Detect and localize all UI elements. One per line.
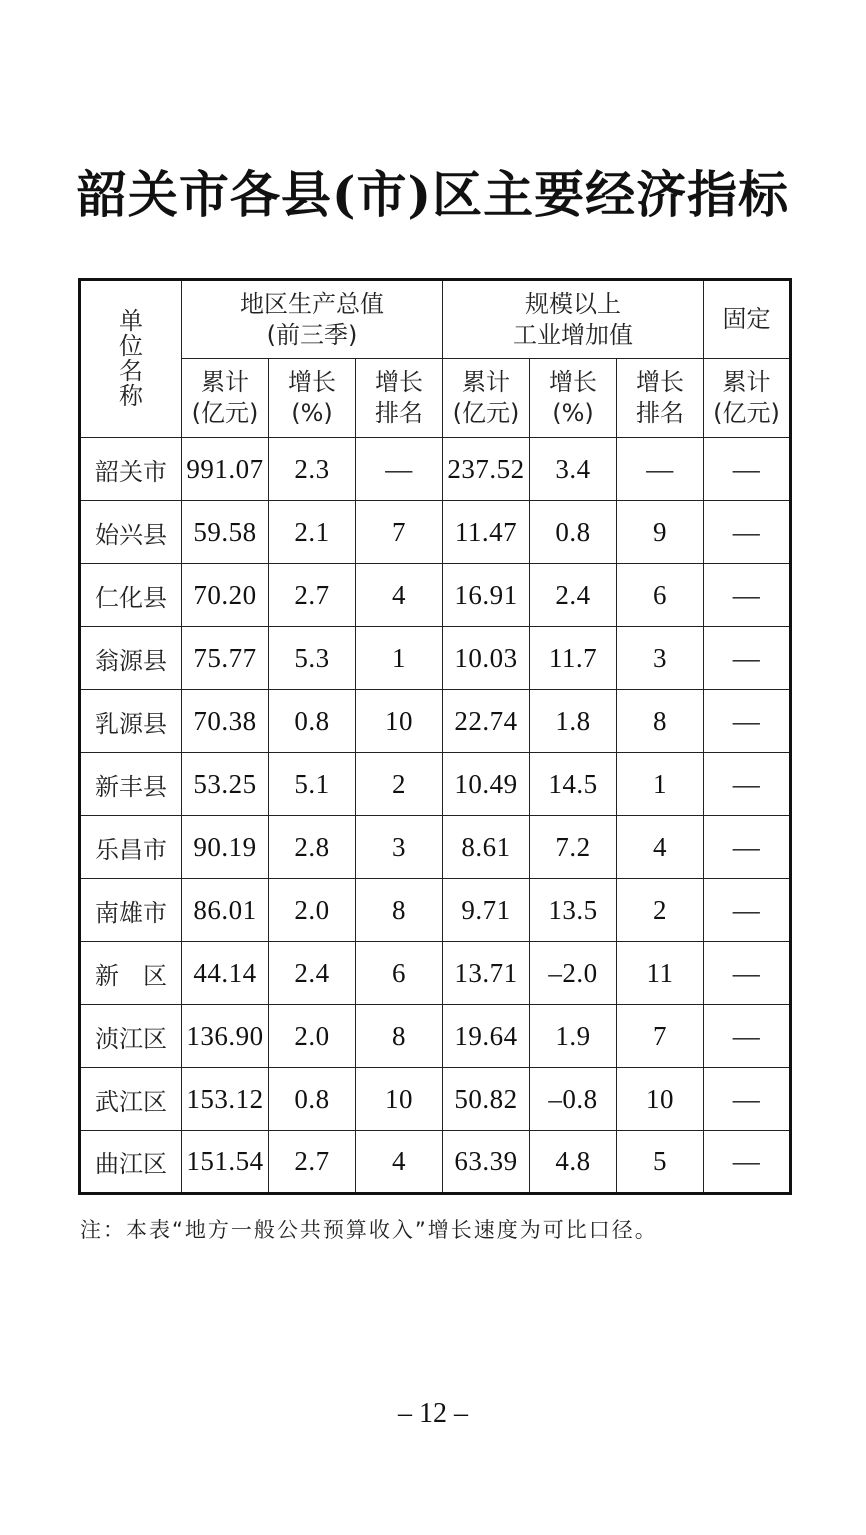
region-name-cell: 南雄市 [80, 879, 182, 942]
value-cell: 3 [356, 816, 443, 879]
table-row [80, 690, 791, 753]
value-cell: 8 [617, 690, 704, 753]
value-cell: 11.47 [443, 501, 530, 564]
table-row [80, 564, 791, 627]
value-cell: 2.4 [269, 942, 356, 1005]
table-note: 注：本表“地方一般公共预算收入”增长速度为可比口径。 [80, 1218, 658, 1242]
value-cell: 5.3 [269, 627, 356, 690]
value-cell: 1.8 [530, 690, 617, 753]
value-cell: 136.90 [182, 1005, 269, 1068]
value-cell: 3 [617, 627, 704, 690]
value-cell: 53.25 [182, 753, 269, 816]
region-name-cell: 曲江区 [80, 1131, 182, 1194]
value-cell: — [704, 438, 791, 501]
value-cell: 19.64 [443, 1005, 530, 1068]
value-cell: 4 [356, 1131, 443, 1194]
value-cell: — [704, 816, 791, 879]
value-cell: 4.8 [530, 1131, 617, 1194]
table-row [80, 1005, 791, 1068]
table-row [80, 1068, 791, 1131]
table-row [80, 501, 791, 564]
value-cell: 8.61 [443, 816, 530, 879]
table-row [80, 627, 791, 690]
group-header-fixed: 固定 [704, 280, 791, 359]
value-cell: 90.19 [182, 816, 269, 879]
value-cell: 10 [356, 1068, 443, 1131]
value-cell: –0.8 [530, 1068, 617, 1131]
value-cell: — [704, 942, 791, 1005]
value-cell: — [617, 438, 704, 501]
value-cell: 7.2 [530, 816, 617, 879]
table-row [80, 438, 791, 501]
value-cell: 2.3 [269, 438, 356, 501]
value-cell: 0.8 [530, 501, 617, 564]
value-cell: 50.82 [443, 1068, 530, 1131]
value-cell: 8 [356, 879, 443, 942]
value-cell: 1 [356, 627, 443, 690]
region-name-cell: 始兴县 [80, 501, 182, 564]
table-row [80, 753, 791, 816]
table-row [80, 942, 791, 1005]
value-cell: 11 [617, 942, 704, 1005]
value-cell: 10 [356, 690, 443, 753]
value-cell: 86.01 [182, 879, 269, 942]
region-name-cell: 浈江区 [80, 1005, 182, 1068]
column-header: 增长 (%) [530, 359, 617, 438]
value-cell: 9.71 [443, 879, 530, 942]
value-cell: 70.20 [182, 564, 269, 627]
value-cell: 1 [617, 753, 704, 816]
value-cell: 13.5 [530, 879, 617, 942]
column-header: 累计 (亿元) [704, 359, 791, 438]
value-cell: 75.77 [182, 627, 269, 690]
value-cell: 4 [356, 564, 443, 627]
value-cell: 153.12 [182, 1068, 269, 1131]
value-cell: 5 [617, 1131, 704, 1194]
value-cell: — [704, 879, 791, 942]
economic-indicators-table [78, 278, 792, 1195]
value-cell: 10.49 [443, 753, 530, 816]
value-cell: 9 [617, 501, 704, 564]
column-header: 累计 (亿元) [443, 359, 530, 438]
value-cell: 22.74 [443, 690, 530, 753]
value-cell: 11.7 [530, 627, 617, 690]
region-name-cell: 武江区 [80, 1068, 182, 1131]
value-cell: 0.8 [269, 690, 356, 753]
column-header: 增长 排名 [617, 359, 704, 438]
value-cell: 3.4 [530, 438, 617, 501]
page-number: – 12 – [398, 1398, 468, 1429]
region-name-cell: 乳源县 [80, 690, 182, 753]
region-name-cell: 新 区 [80, 942, 182, 1005]
value-cell: 151.54 [182, 1131, 269, 1194]
value-cell: — [704, 1005, 791, 1068]
region-name-cell: 翁源县 [80, 627, 182, 690]
value-cell: 2 [617, 879, 704, 942]
value-cell: 2.8 [269, 816, 356, 879]
value-cell: 8 [356, 1005, 443, 1068]
value-cell: 0.8 [269, 1068, 356, 1131]
value-cell: — [704, 1068, 791, 1131]
value-cell: 6 [617, 564, 704, 627]
group-header-industry: 规模以上 工业增加值 [443, 280, 704, 359]
value-cell: 5.1 [269, 753, 356, 816]
value-cell: 10 [617, 1068, 704, 1131]
value-cell: 2.7 [269, 1131, 356, 1194]
value-cell: 2.4 [530, 564, 617, 627]
value-cell: 2.0 [269, 1005, 356, 1068]
value-cell: 2 [356, 753, 443, 816]
value-cell: 6 [356, 942, 443, 1005]
value-cell: — [704, 1131, 791, 1194]
value-cell: 59.58 [182, 501, 269, 564]
value-cell: 1.9 [530, 1005, 617, 1068]
value-cell: 2.7 [269, 564, 356, 627]
column-header: 增长 (%) [269, 359, 356, 438]
value-cell: 13.71 [443, 942, 530, 1005]
region-name-cell: 新丰县 [80, 753, 182, 816]
value-cell: — [704, 627, 791, 690]
group-header-gdp: 地区生产总值 (前三季) [182, 280, 443, 359]
value-cell: 7 [356, 501, 443, 564]
value-cell: 63.39 [443, 1131, 530, 1194]
value-cell: 14.5 [530, 753, 617, 816]
value-cell: — [704, 690, 791, 753]
value-cell: 991.07 [182, 438, 269, 501]
value-cell: 237.52 [443, 438, 530, 501]
value-cell: –2.0 [530, 942, 617, 1005]
table-row [80, 1131, 791, 1194]
value-cell: 7 [617, 1005, 704, 1068]
page-title: 韶关市各县(市)区主要经济指标 [76, 165, 790, 224]
value-cell: 4 [617, 816, 704, 879]
value-cell: — [704, 564, 791, 627]
table-row [80, 816, 791, 879]
column-header: 累计 (亿元) [182, 359, 269, 438]
value-cell: 16.91 [443, 564, 530, 627]
region-name-cell: 韶关市 [80, 438, 182, 501]
value-cell: 44.14 [182, 942, 269, 1005]
region-name-cell: 仁化县 [80, 564, 182, 627]
value-cell: — [704, 753, 791, 816]
value-cell: 10.03 [443, 627, 530, 690]
region-name-cell: 乐昌市 [80, 816, 182, 879]
table-row [80, 879, 791, 942]
value-cell: 2.0 [269, 879, 356, 942]
unit-name-header: 单 位 名 称 [80, 280, 182, 438]
value-cell: — [356, 438, 443, 501]
value-cell: 2.1 [269, 501, 356, 564]
value-cell: 70.38 [182, 690, 269, 753]
column-header: 增长 排名 [356, 359, 443, 438]
value-cell: — [704, 501, 791, 564]
